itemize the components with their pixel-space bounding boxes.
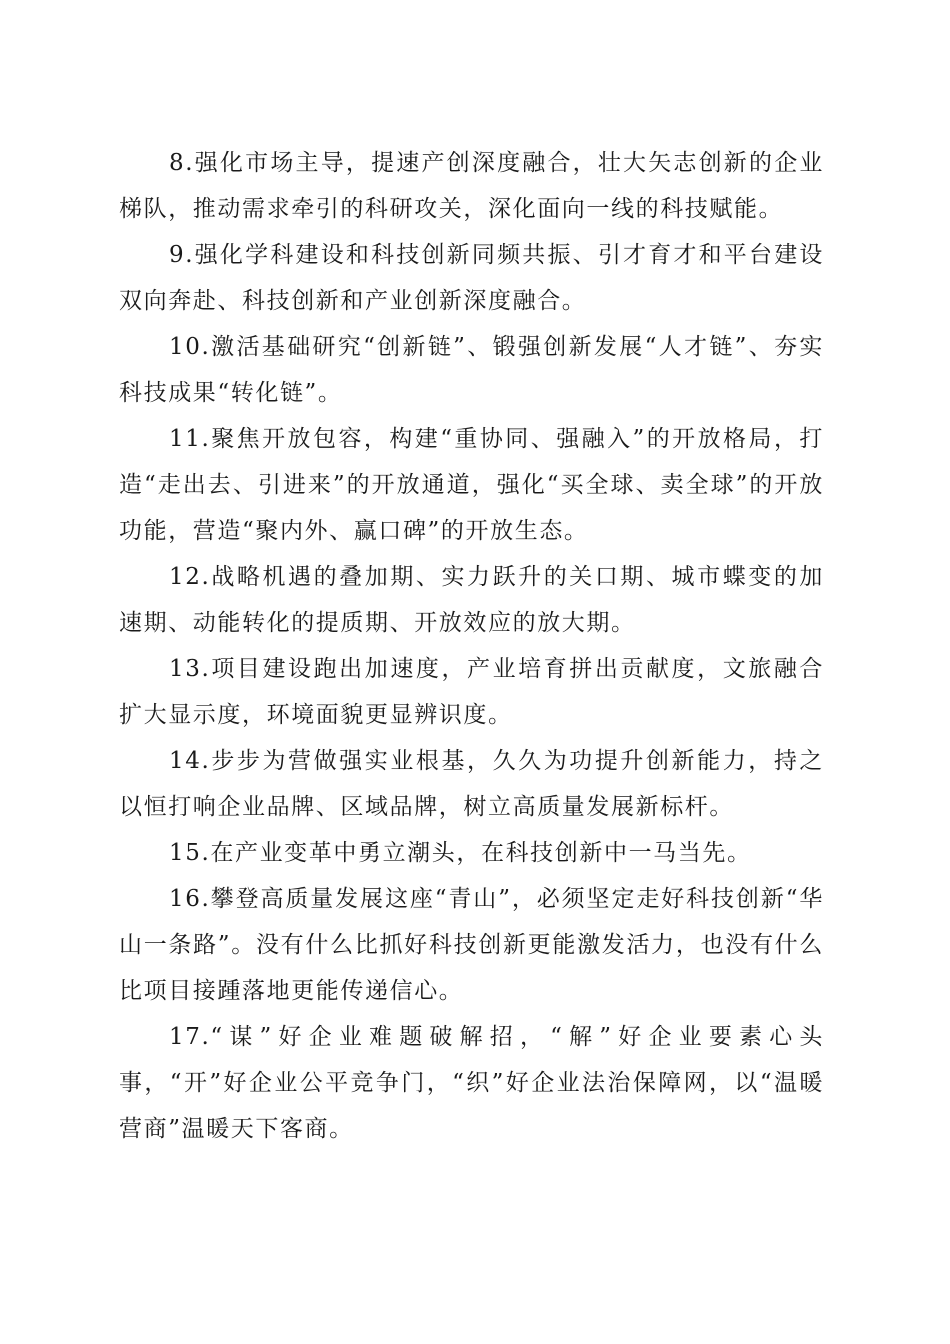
paragraph-10: 10.激活基础研究“创新链”、锻强创新发展“人才链”、夯实科技成果“转化链”。 [119,334,824,406]
paragraph-16: 16.攀登高质量发展这座“青山”，必须坚定走好科技创新“华山一条路”。没有什么比抓好科技创新更能激发活力，也没有什么比项目接踵落地更能传递信心。 [119,886,824,1004]
paragraph-14: 14.步步为营做强实业根基，久久为功提升创新能力，持之以恒打响企业品牌、区域品牌，树立高质量发展新标杆。 [119,748,824,820]
paragraph-13: 13.项目建设跑出加速度，产业培育拼出贡献度，文旅融合扩大显示度，环境面貌更显辨识度。 [119,656,824,728]
paragraph-9: 9.强化学科建设和科技创新同频共振、引才育才和平台建设双向奔赴、科技创新和产业创新深度融合。 [119,242,824,314]
paragraph-8: 8.强化市场主导，提速产创深度融合，壮大矢志创新的企业梯队，推动需求牵引的科研攻关，深化面向一线的科技赋能。 [119,150,824,222]
paragraph-17: 17.“谋”好企业难题破解招，“解”好企业要素心头事，“开”好企业公平竞争门，“织”好企业法治保障网，以“温暖营商”温暖天下客商。 [119,1024,824,1142]
document-body [119,140,824,1152]
paragraph-12: 12.战略机遇的叠加期、实力跃升的关口期、城市蝶变的加速期、动能转化的提质期、开放效应的放大期。 [119,564,824,636]
paragraph-15: 15.在产业变革中勇立潮头，在科技创新中一马当先。 [169,840,752,866]
paragraph-11: 11.聚焦开放包容，构建“重协同、强融入”的开放格局，打造“走出去、引进来”的开放通道，强化“买全球、卖全球”的开放功能，营造“聚内外、赢口碑”的开放生态。 [119,426,824,544]
